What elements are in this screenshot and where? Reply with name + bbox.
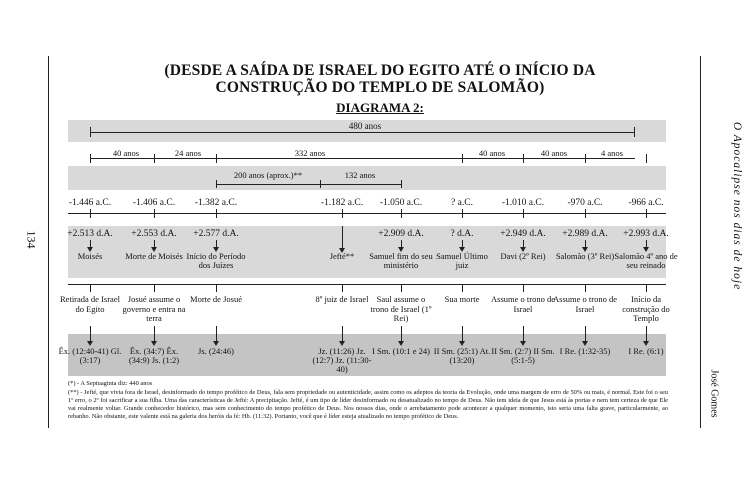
date-ac: -1.182 a.C. [320,198,364,208]
segment-tick [646,154,647,163]
segment-tick [216,154,217,163]
person-label: Jefté** [329,251,355,261]
reference-label: I Re. (6:1) [628,346,664,356]
date-ac: -1.382 a.C. [194,198,238,208]
segment-label: 40 anos [534,148,574,158]
date-tick [585,209,586,218]
date-da: +2.553 d.A. [131,229,177,239]
date-tick [216,209,217,218]
segments-line [90,158,635,159]
event-label: Assume o trono de Israel [553,294,617,314]
footnote-2: (**) - Jefté, que vivia fora de Israel, desinformado do tempo profético de Deus, fala sem propriedade ou autenticidade, assim como os adeptos da teoria da Evolução, onde uma margem de erro de 50% ou mais, é normal. Este foi o seu 1º erro, o 2º foi sacrificar a sua filha. Uma das características de Jefté: A precipitação. Jefté, é um tipo de líder desinformado ou desatualizado no tempo de Deus. Não tem ideia de que Jesus está às portas e nem tem certeza de que Ele vai realmente voltar. Grande conhecedor histórico, mas sem conhecimento do tempo profético de Deus. Nos nossos dias, onde o arrebatamento pode acontecer a qualquer momento, isto seria uma falta grave, particularmente, ao rebanho. Não obstante, este valente está na galeria dos heróis da fé: Hb. (11:32). Portanto, você que é líder esteja atualizado no tempo profético de Deus. [68,389,668,420]
date-tick [646,209,647,218]
ref-connector [154,326,155,342]
reference-label: II Sm. (25:1) At. (13:20) [433,346,491,365]
connector-line [342,226,343,250]
segment-tick [90,154,91,163]
reference-label: Js. (24:46) [198,346,234,356]
event-connector [523,284,524,292]
ref-connector [523,326,524,342]
event-label: Josué assume o governo e entra na terra [122,294,186,323]
segment-label: 4 anos [595,148,629,158]
date-da: +2.909 d.A. [378,229,424,239]
date-tick [523,209,524,218]
event-label: Morte de Josué [190,294,242,304]
person-label: Morte de Moisés [125,251,183,261]
person-label: Salomão (3º Rei) [555,251,615,261]
person-label: Início do Período dos Juízes [186,251,246,270]
date-ac: -1.010 a.C. [501,198,545,208]
person-label: Samuel fim do seu ministério [369,251,433,270]
segment-label: 24 anos [168,148,208,158]
person-label: Samuel Último juiz [436,251,488,270]
segment-tick [154,154,155,163]
events-line [68,284,666,285]
date-da: +2.993 d.A. [623,229,669,239]
date-tick [462,209,463,218]
title-line-2: CONSTRUÇÃO DO TEMPLO DE SALOMÃO) [215,79,545,96]
page-number: 134 [24,230,39,249]
event-connector [342,284,343,292]
segment-label: 332 anos [287,148,333,158]
sub-span-label: 200 anos (aprox.)** [233,170,303,180]
date-tick [154,209,155,218]
event-connector [154,284,155,292]
reference-label: I Sm. (10:1 e 24) [372,346,430,356]
segment-tick [585,154,586,163]
ref-connector [585,326,586,342]
total-span-tick-left [90,127,91,137]
date-ac: -1.050 a.C. [379,198,423,208]
diagram-title: DIAGRAMA 2: [336,100,424,115]
title-line-1: (DESDE A SAÍDA DE ISRAEL DO EGITO ATÉ O INÍCIO DA [164,62,596,79]
reference-label: I Re. (1:32-35) [559,346,611,356]
ref-connector [646,326,647,342]
sub-span-line [216,184,402,185]
person-label: Salomão 4º ano de seu reinado [614,251,678,270]
left-margin-rule [48,56,49,428]
ref-connector [342,326,343,342]
dates-line [68,213,666,214]
person-label: Moisés [77,251,103,261]
segment-tick [523,154,524,163]
event-label: Sua morte [444,294,480,304]
ref-connector [401,326,402,342]
event-connector [646,284,647,292]
reference-label: II Sm. (2:7) II Sm. (5:1-5) [491,346,555,365]
event-label: Saul assume o trono de Israel (1º Rei) [370,294,432,323]
date-ac: -966 a.C. [628,198,664,208]
event-connector [216,284,217,292]
event-label: Retirada de Israel do Egito [60,294,120,314]
ref-connector [216,326,217,342]
ref-connector [90,326,91,342]
date-tick [342,209,343,218]
date-da: +2.513 d.A. [67,229,113,239]
date-tick [90,209,91,218]
event-connector [462,284,463,292]
event-connector [585,284,586,292]
date-tick [401,209,402,218]
segment-label: 40 anos [106,148,146,158]
sub-span-tick [320,180,321,188]
page-title [120,62,640,96]
total-span-label: 480 anos [335,121,395,131]
ref-connector [462,326,463,342]
date-da: ? d.A. [450,229,474,239]
right-margin-rule [700,56,701,428]
person-label: Davi (2º Rei) [500,251,546,261]
date-da: +2.577 d.A. [193,229,239,239]
date-da: +2.949 d.A. [500,229,546,239]
date-ac: -1.406 a.C. [132,198,176,208]
sub-span-tick [216,180,217,188]
date-da: +2.989 d.A. [562,229,608,239]
reference-label: Jz. (11:26) Jz. (12:7) Jz. (11:30-40) [312,346,372,374]
segment-tick [462,154,463,163]
running-author: José Gomes [708,369,720,418]
reference-label: Êx. (34:7) Êx. (34:9) Js. (1:2) [128,346,180,365]
sub-span-label: 132 anos [344,170,376,180]
date-ac: -1.446 a.C. [68,198,112,208]
sub-span-tick [401,180,402,188]
segment-label: 40 anos [472,148,512,158]
running-title: O Apocalipse nos dias de hoje [731,121,743,291]
event-connector [90,284,91,292]
date-ac: ? a.C. [451,198,473,208]
date-ac: -970 a.C. [567,198,603,208]
event-label: Início da construção do Templo [622,294,670,323]
total-span-line [90,132,635,133]
reference-label: Êx. (12:40-41) Gl. (3:17) [58,346,122,365]
event-label: 8º juiz de Israel [315,294,369,304]
event-connector [401,284,402,292]
footnote-1: (*) - A Septuaginta diz: 440 anos [68,380,153,387]
event-label: Assume o trono de Israel [491,294,555,314]
total-span-tick-right [634,127,635,137]
